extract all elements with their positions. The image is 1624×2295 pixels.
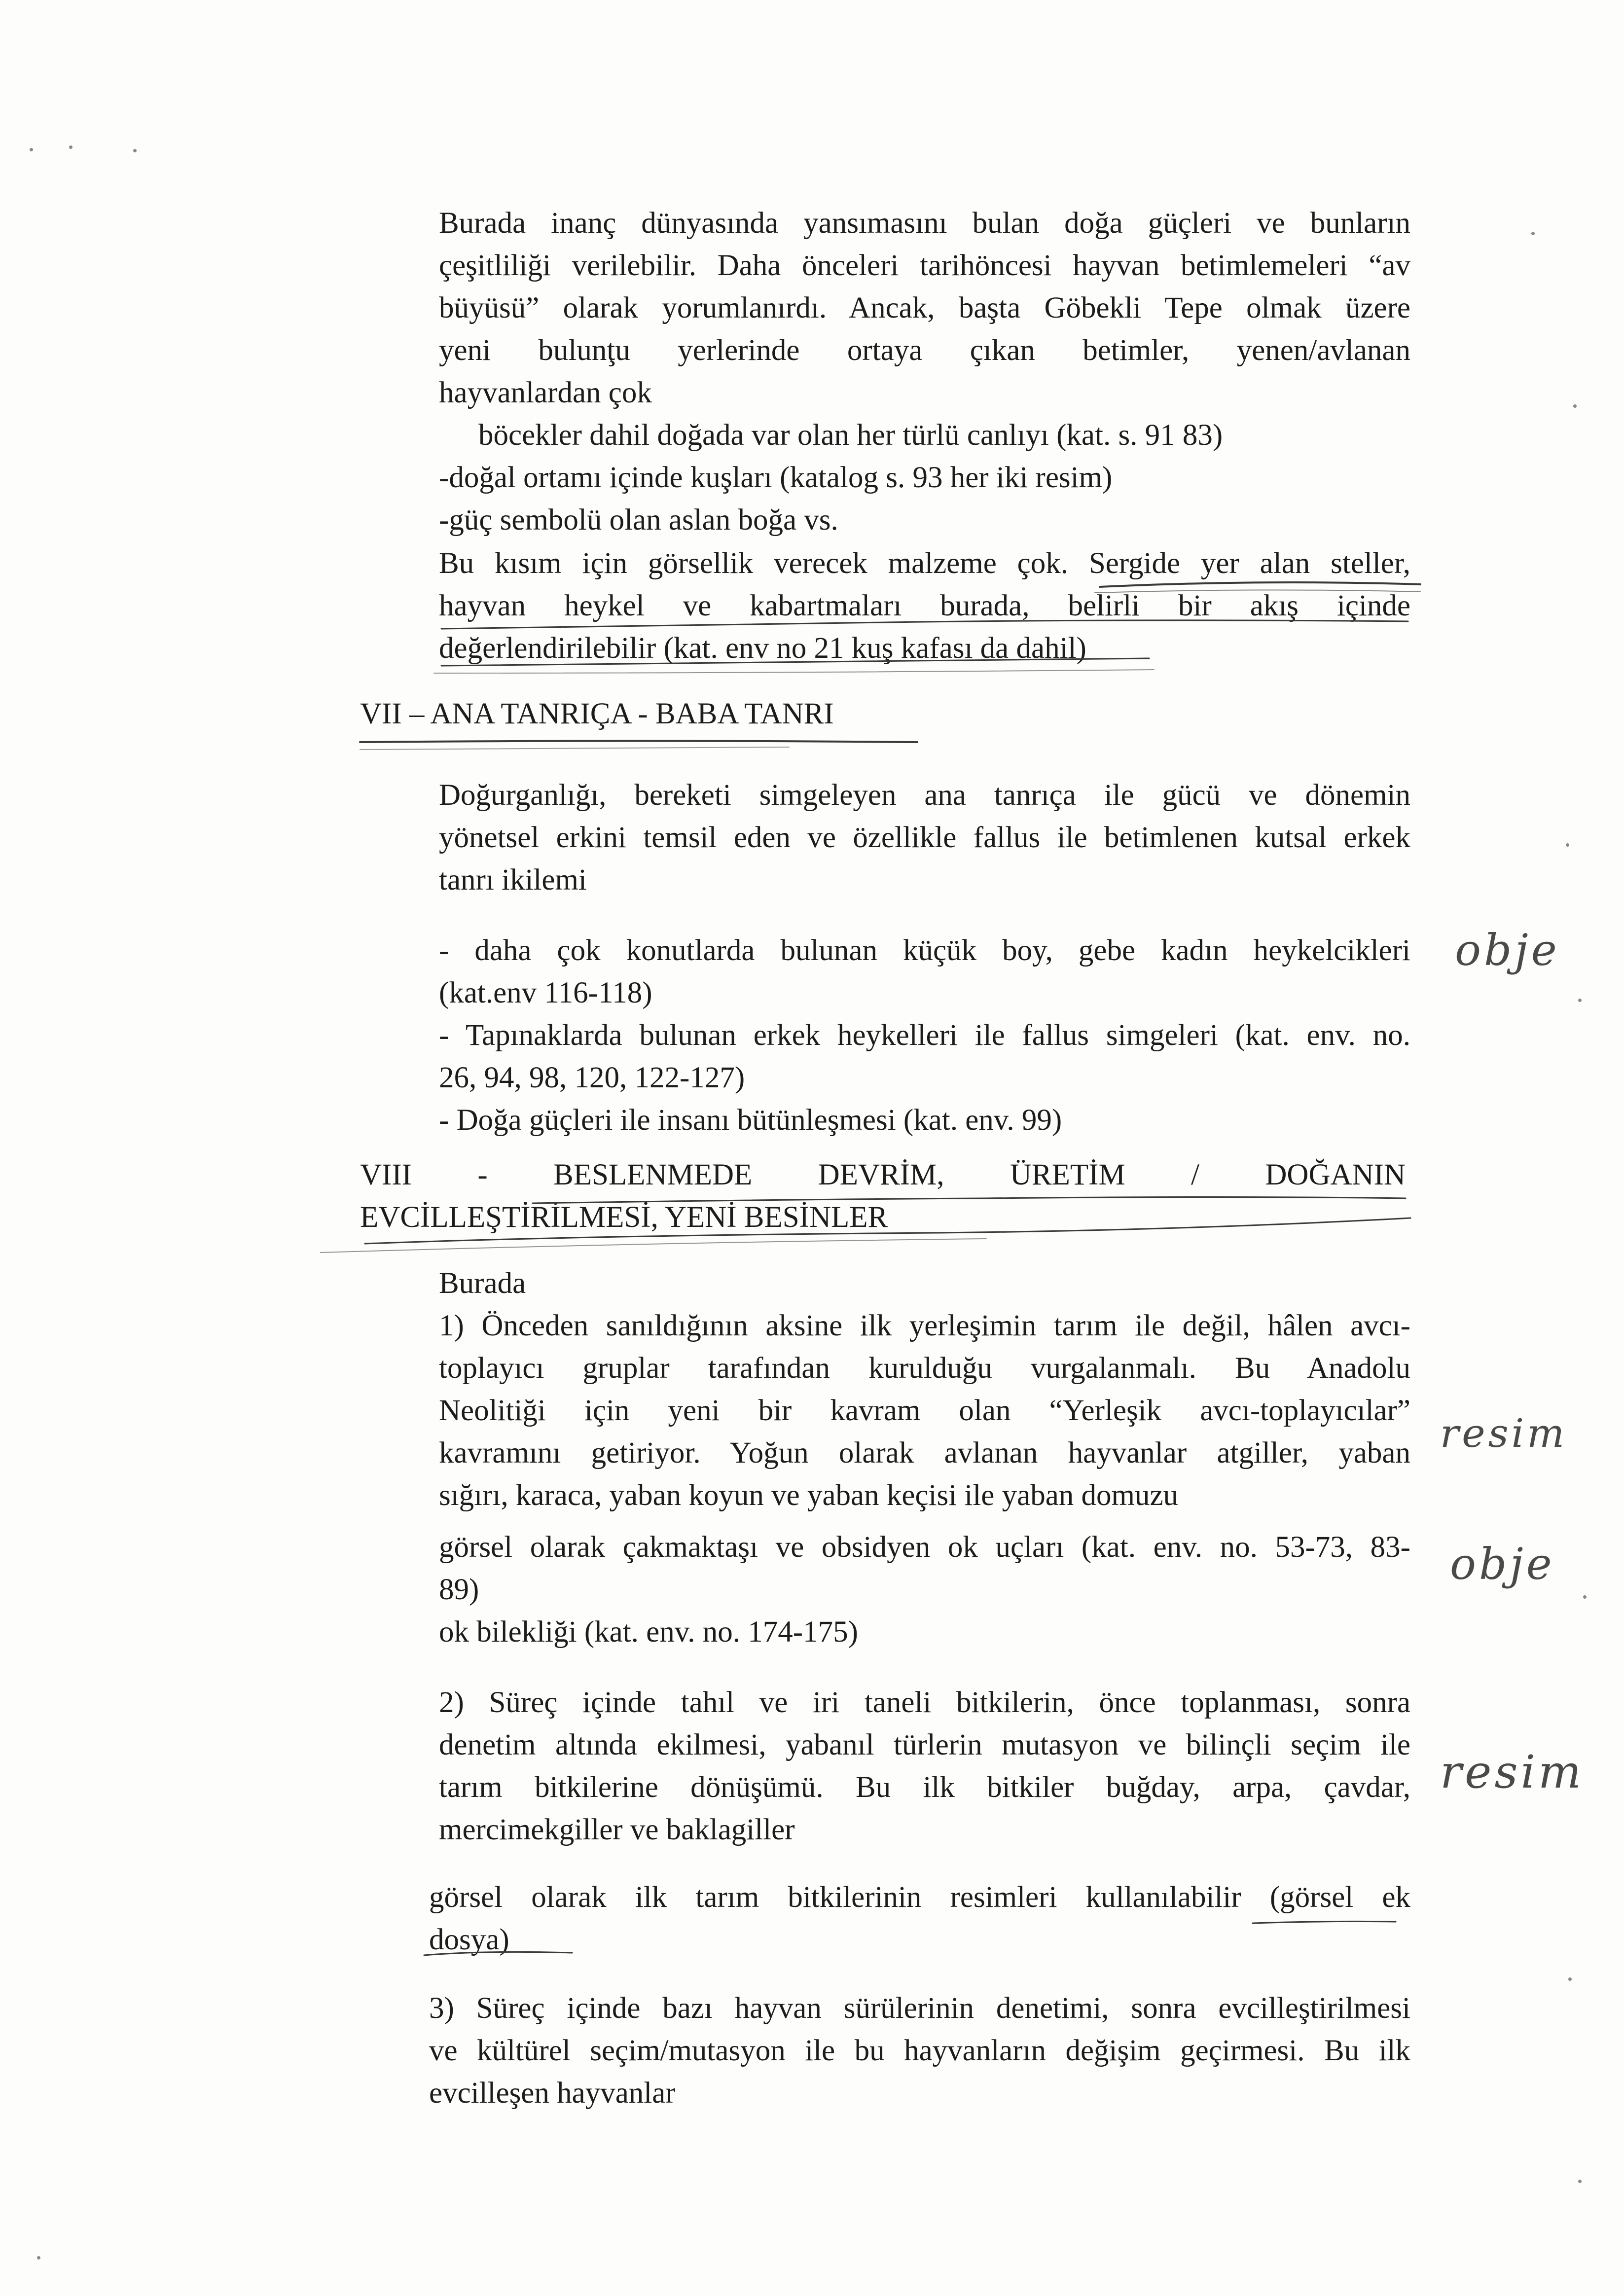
text-line: dosya): [429, 1923, 509, 1956]
scan-speck: [1583, 1595, 1587, 1599]
scan-speck: [1578, 2180, 1582, 2183]
list-item: 26, 94, 98, 120, 122-127): [439, 1061, 745, 1094]
text-line: yeni bulunţu yerlerinde ortaya çıkan betimler, yenen/avlanan: [439, 334, 1410, 367]
text-line: Burada inanç dünyasında yansımasını bulan doğa güçleri ve bunların: [439, 207, 1410, 240]
margin-note-obje: obje: [1455, 925, 1560, 975]
text-line: evcilleşen hayvanlar: [429, 2077, 676, 2110]
underline-mark: [360, 747, 789, 750]
list-item: - Tapınaklarda bulunan erkek heykelleri ile fallus simgeleri (kat. env. no.: [439, 1019, 1410, 1052]
section-8-visual-2: [429, 1876, 1410, 1961]
text-line: görsel olarak ilk tarım bitkilerinin resimleri kullanılabilir (görsel ek: [429, 1881, 1410, 1914]
scan-speck: [1531, 232, 1535, 235]
text-line: hayvan heykel ve kabartmaları burada, belirli bir akış içinde: [439, 589, 1410, 622]
section-8-paragraph-3: [429, 1987, 1410, 2115]
text-line: Burada: [439, 1267, 526, 1300]
list-item: - daha çok konutlarda bulunan küçük boy, gebe kadın heykelcikleri: [439, 934, 1410, 967]
text-line: yönetsel erkini temsil eden ve özellikle fallus ile betimlenen kutsal erkek: [439, 821, 1410, 854]
section-8-body: [439, 1262, 1410, 1517]
text-line: Doğurganlığı, bereketi simgeleyen ana tanrıça ile gücü ve dönemin: [439, 779, 1410, 812]
underline-mark: [434, 670, 1154, 673]
list-item: -güç sembolü olan aslan boğa vs.: [439, 503, 838, 537]
text-line: sığırı, karaca, yaban koyun ve yaban keçisi ile yaban domuzu: [439, 1479, 1179, 1512]
list-item: böcekler dahil doğada var olan her türlü canlıyı (kat. s. 91 83): [478, 419, 1223, 452]
text-line: tanrı ikilemi: [439, 863, 587, 896]
scan-speck: [1568, 1977, 1572, 1981]
scan-speck: [1566, 843, 1569, 847]
text-line: 3) Süreç içinde bazı hayvan sürülerinin denetimi, sonra evcilleştirilmesi: [429, 1992, 1410, 2025]
section-heading-8: [360, 1154, 1406, 1239]
text-line: ve kültürel seçim/mutasyon ile bu hayvanların değişim geçirmesi. Bu ilk: [429, 2034, 1410, 2067]
material-paragraph: [439, 542, 1410, 670]
text-line: 89): [439, 1573, 479, 1606]
list-item: -doğal ortamı içinde kuşları (katalog s. 93 her iki resim): [439, 461, 1113, 494]
heading-text: VIII - BESLENMEDE DEVRİM, ÜRETİM / DOĞANIN: [360, 1158, 1406, 1191]
text-line: Bu kısım için görsellik verecek malzeme çok. Sergide yer alan steller,: [439, 547, 1410, 580]
underline-mark: [321, 1239, 986, 1253]
section-7-list: [439, 930, 1410, 1142]
margin-note-obje: obje: [1450, 1539, 1555, 1589]
text-line: Neolitiği için yeni bir kavram olan “Yerleşik avcı-toplayıcılar”: [439, 1394, 1410, 1427]
text-line: 1) Önceden sanıldığının aksine ilk yerleşimin tarım ile değil, hâlen avcı-: [439, 1309, 1410, 1342]
scan-speck: [30, 148, 33, 151]
list-item: - Doğa güçleri ile insanı bütünleşmesi (kat. env. 99): [439, 1104, 1062, 1137]
text-line: 2) Süreç içinde tahıl ve iri taneli bitkilerin, önce toplanması, sonra: [439, 1686, 1410, 1719]
heading-text: EVCİLLEŞTİRİLMESİ, YENİ BESİNLER: [360, 1201, 888, 1234]
heading-text: VII – ANA TANRIÇA - BABA TANRI: [360, 697, 834, 730]
text-line: görsel olarak çakmaktaşı ve obsidyen ok uçları (kat. env. no. 53-73, 83-: [439, 1531, 1410, 1564]
text-line: tarım bitkilerine dönüşümü. Bu ilk bitkiler buğday, arpa, çavdar,: [439, 1771, 1410, 1804]
scan-speck: [69, 145, 72, 149]
text-line: büyüsü” olarak yorumlanırdı. Ancak, başta Göbekli Tepe olmak üzere: [439, 291, 1410, 324]
text-line: mercimekgiller ve baklagiller: [439, 1813, 795, 1846]
text-line: kavramını getiriyor. Yoğun olarak avlanan hayvanlar atgiller, yaban: [439, 1436, 1410, 1470]
section-8-visual-1: [439, 1526, 1410, 1653]
text-line: denetim altında ekilmesi, yabanıl türlerin mutasyon ve bilinçli seçim ile: [439, 1728, 1410, 1761]
text-line: hayvanlardan çok: [439, 376, 652, 409]
text-line: ok bilekliği (kat. env. no. 174-175): [439, 1615, 858, 1649]
section-7-intro: [439, 774, 1410, 901]
margin-note-resim: resim: [1440, 1410, 1568, 1456]
intro-paragraph: [439, 202, 1410, 541]
scan-speck: [1573, 404, 1577, 408]
text-line: çeşitliliği verilebilir. Daha önceleri tarihöncesi hayvan betimlemeleri “av: [439, 249, 1410, 282]
text-line: değerlendirilebilir (kat. env no 21 kuş kafası da dahil): [439, 632, 1086, 665]
scan-speck: [1578, 999, 1582, 1002]
section-heading-7: [360, 693, 834, 735]
underline-mark: [360, 741, 917, 743]
text-line: toplayıcı gruplar tarafından kurulduğu vurgalanmalı. Bu Anadolu: [439, 1352, 1410, 1385]
list-item: (kat.env 116-118): [439, 976, 652, 1009]
section-8-paragraph-2: [439, 1682, 1410, 1851]
scan-speck: [37, 2256, 40, 2259]
margin-note-resim: resim: [1440, 1746, 1585, 1798]
scan-speck: [133, 149, 137, 152]
